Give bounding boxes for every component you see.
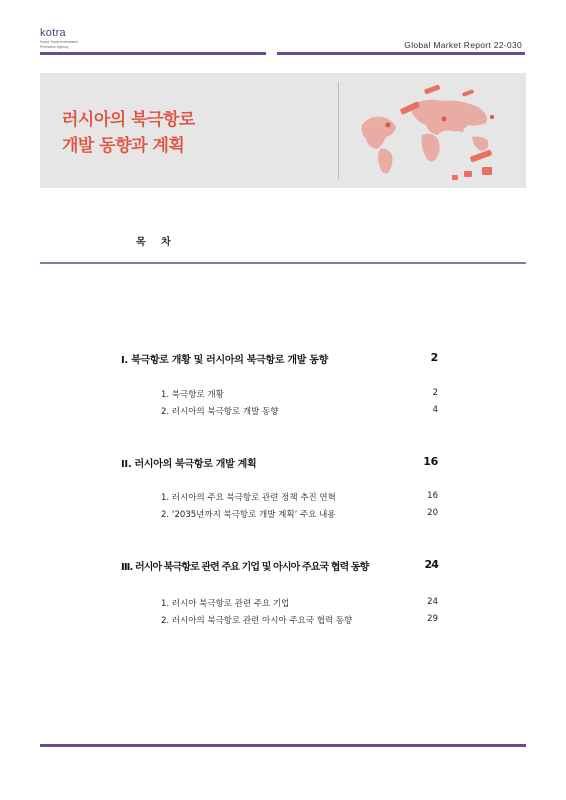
toc-item-label: 1. 러시아 북극항로 관련 주요 기업	[161, 599, 290, 609]
toc-item-page: 2	[432, 388, 438, 398]
title-banner	[40, 73, 526, 188]
logo-word: kotra	[40, 27, 66, 39]
toc-item-3-2[interactable]	[161, 614, 438, 626]
toc-heading: 목 차	[136, 237, 177, 248]
toc-section-1[interactable]	[121, 351, 438, 366]
header-rule-left	[40, 52, 266, 55]
footer-rule	[40, 744, 526, 747]
banner-divider	[338, 82, 339, 180]
toc-item-label: 1. 북극항로 개황	[161, 390, 224, 400]
toc-item-label: 2. 러시아의 북극항로 관련 아시아 주요국 협력 동향	[161, 616, 353, 626]
report-title	[62, 107, 195, 159]
toc-item-page: 24	[427, 597, 438, 607]
toc-item-1-1[interactable]	[161, 388, 438, 400]
report-title-line1: 러시아의 북극항로	[62, 110, 195, 130]
toc-section-3-page: 24	[424, 558, 438, 571]
toc-section-1-page: 2	[430, 351, 438, 364]
world-map-illustration	[352, 77, 522, 183]
report-title-line2: 개발 동향과 계획	[62, 136, 185, 156]
toc-item-3-1[interactable]	[161, 597, 438, 609]
toc-section-3-label: III. 러시아 북극항로 관련 주요 기업 및 아시아 주요국 협력 동향	[121, 562, 369, 573]
toc-heading-rule	[40, 262, 526, 264]
toc-item-1-2[interactable]	[161, 405, 438, 417]
toc-item-page: 4	[432, 405, 438, 415]
toc-section-3[interactable]	[121, 558, 438, 573]
toc-item-2-1[interactable]	[161, 491, 438, 503]
logo-subtitle-line2: Promotion Agency	[40, 45, 69, 49]
toc-item-label: 2. 러시아의 북극항로 개발 동향	[161, 407, 279, 417]
toc-section-2[interactable]	[121, 455, 438, 470]
logo-subtitle-line1: Korea Trade-Investment	[40, 40, 78, 44]
toc-section-1-label: I. 북극항로 개황 및 러시아의 북극항로 개발 동향	[121, 355, 329, 366]
toc-item-2-2[interactable]	[161, 508, 438, 520]
toc-item-page: 29	[427, 614, 438, 624]
toc-item-page: 16	[427, 491, 438, 501]
toc-item-label: 2. ‘2035년까지 북극항로 개발 계획’ 주요 내용	[161, 510, 336, 520]
toc-section-2-page: 16	[423, 455, 438, 468]
toc-item-page: 20	[427, 508, 438, 518]
toc-item-label: 1. 러시아의 주요 북극항로 관련 정책 추진 연혁	[161, 493, 336, 503]
kotra-logo	[40, 28, 78, 49]
toc-section-2-label: II. 러시아의 북극항로 개발 계획	[121, 459, 257, 470]
header-rule-right	[277, 52, 525, 55]
report-code: Global Market Report 22-030	[404, 40, 522, 50]
